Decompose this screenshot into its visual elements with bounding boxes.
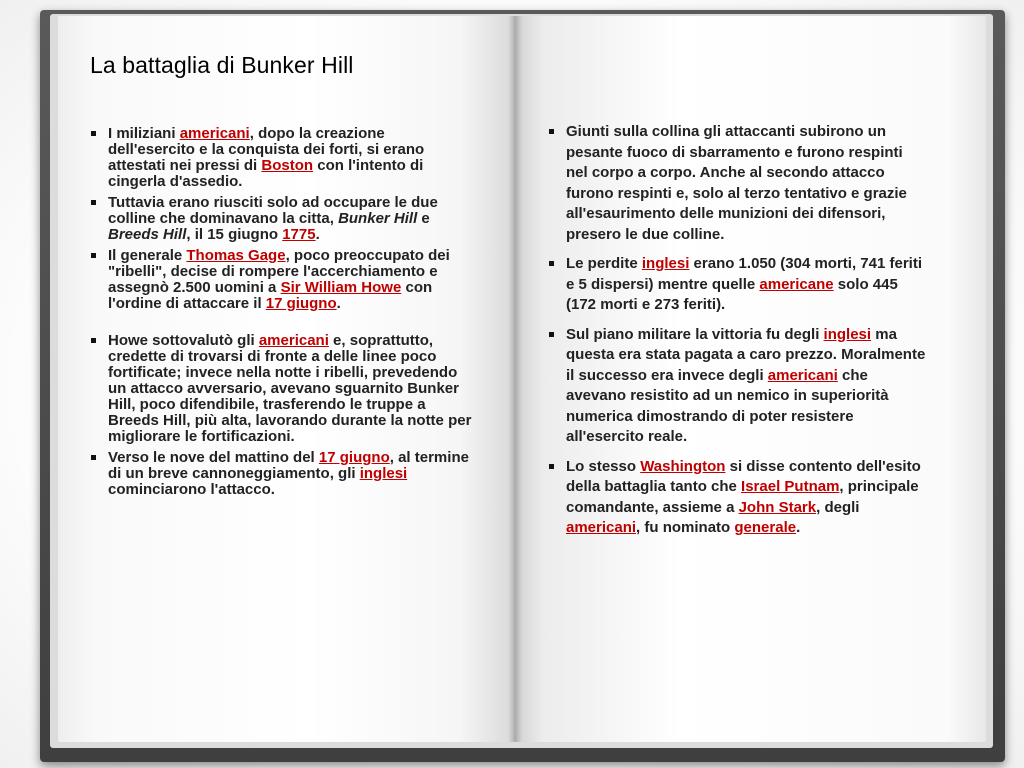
- hyperlink[interactable]: 17 giugno: [318, 449, 390, 466]
- left-column: [90, 126, 475, 503]
- square-bullet-icon: [91, 338, 96, 343]
- text-run: e, soprattutto, credette di trovarsi di fronte a delle linee poco fortificate; invece nella notte i ribelli, prevedendo un attacco avversario, avevano sguarnito Bunker Hill, poco difendibile, trasferendo le truppe a Breeds Hill, più alta, lavorando durante la notte per migliorare le fortificazioni.: [108, 332, 472, 445]
- left-bullet-item: [90, 248, 475, 312]
- square-bullet-icon: [91, 455, 96, 460]
- square-bullet-icon: [91, 131, 96, 136]
- text-run: cominciarono l'attacco.: [108, 481, 275, 498]
- hyperlink[interactable]: inglesi: [641, 255, 690, 272]
- text-run: , fu nominato: [636, 519, 735, 536]
- text-run: con l'intento di cingerla d'assedio.: [108, 157, 424, 190]
- text-run: Howe sottovalutò gli: [108, 332, 259, 349]
- square-bullet-icon: [549, 261, 554, 266]
- hyperlink[interactable]: americani: [258, 332, 329, 349]
- text-run: .: [796, 519, 801, 536]
- square-bullet-icon: [91, 200, 96, 205]
- hyperlink[interactable]: Washington: [640, 457, 726, 475]
- hyperlink[interactable]: americane: [759, 275, 834, 293]
- hyperlink[interactable]: generale: [734, 519, 797, 536]
- emphasized-text: Breeds Hill: [108, 226, 187, 243]
- text-run: .: [315, 226, 320, 243]
- right-column: [548, 122, 928, 548]
- text-run: ma questa era stata pagata a caro prezzo. Moralmente il successo era invece degli: [566, 325, 926, 384]
- text-run: si disse contento dell'esito della battaglia tanto che: [566, 457, 921, 495]
- text-run: , al termine di un breve cannoneggiamento, gli: [108, 449, 469, 482]
- text-run: , dopo la creazione dell'esercito e la conquista dei forti, si erano attestati nei pressi di: [108, 125, 425, 174]
- right-bullet-item: [548, 325, 928, 448]
- book-spine: [508, 16, 522, 742]
- hyperlink[interactable]: 17 giugno: [265, 295, 337, 312]
- square-bullet-icon: [549, 332, 554, 337]
- hyperlink[interactable]: John Stark: [738, 498, 817, 516]
- right-bullet-item: [548, 254, 928, 316]
- left-bullet-item: [90, 450, 475, 498]
- right-bullet-item: [548, 457, 928, 539]
- text-run: e: [417, 210, 430, 227]
- emphasized-text: Bunker Hill: [338, 210, 418, 227]
- hyperlink[interactable]: americani: [566, 519, 637, 536]
- square-bullet-icon: [549, 129, 554, 134]
- hyperlink[interactable]: Sir William Howe: [280, 279, 402, 296]
- hyperlink[interactable]: inglesi: [359, 465, 408, 482]
- text-run: , il 15 giugno: [186, 226, 283, 243]
- right-bullet-item: [548, 122, 928, 245]
- left-bullet-item: [90, 333, 475, 445]
- hyperlink[interactable]: Boston: [261, 157, 314, 174]
- left-bullet-item: [90, 126, 475, 190]
- hyperlink[interactable]: Thomas Gage: [186, 247, 286, 264]
- hyperlink[interactable]: americani: [179, 125, 250, 142]
- slide-title: La battaglia di Bunker Hill: [90, 52, 354, 78]
- hyperlink[interactable]: Israel Putnam: [741, 478, 840, 495]
- square-bullet-icon: [549, 464, 554, 469]
- text-run: erano 1.050 (304 morti, 741 feriti e 5 dispersi) mentre quelle: [566, 255, 922, 293]
- text-run: .: [336, 295, 341, 312]
- text-run: , poco preoccupato dei "ribelli", decise di rompere l'accerchiamento e assegnò 2.500 uomini a: [108, 247, 450, 296]
- text-run: , principale comandante, assieme a: [566, 478, 919, 516]
- text-run: Sul piano militare la vittoria fu degli: [566, 325, 824, 343]
- hyperlink[interactable]: 1775: [282, 226, 316, 243]
- text-run: Il generale: [108, 247, 187, 264]
- text-run: solo 445 (172 morti e 273 feriti).: [566, 275, 898, 313]
- text-run: Le perdite: [566, 255, 642, 272]
- right-bullet-list: [548, 122, 928, 539]
- hyperlink[interactable]: americani: [767, 366, 838, 384]
- text-run: Lo stesso: [566, 457, 641, 475]
- text-run: , degli: [816, 498, 860, 516]
- text-run: Verso le nove del mattino del: [108, 449, 319, 466]
- left-bullet-list: [90, 126, 475, 498]
- text-run: Tuttavia erano riusciti solo ad occupare le due colline che dominavano la citta,: [108, 194, 438, 227]
- text-run: con l'ordine di attaccare il: [108, 279, 433, 312]
- text-run: Giunti sulla collina gli attaccanti subirono un pesante fuoco di sbarramento e furono respinti nel corpo a corpo. Anche al secondo attacco furono respinti e, solo al terzo tentativo e grazie all'esaurimento delle munizioni dei difensori, presero le due colline.: [566, 123, 907, 243]
- square-bullet-icon: [91, 253, 96, 258]
- hyperlink[interactable]: inglesi: [823, 325, 872, 343]
- text-run: che avevano resistito ad un nemico in superiorità numerica dimostrando di poter resistere all'esercito reale.: [566, 366, 889, 445]
- text-run: I miliziani: [108, 125, 180, 142]
- left-bullet-item: [90, 195, 475, 243]
